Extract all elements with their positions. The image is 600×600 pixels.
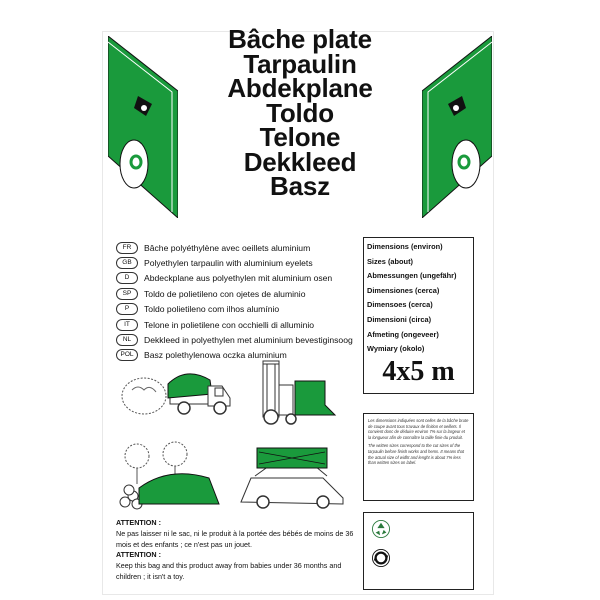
lang-text: Abdeckplane aus polyethylen mit aluminium osen — [144, 273, 333, 284]
lang-row-nl — [116, 332, 361, 347]
size-note-en: The written sizes correspond to the cut sizes of the tarpaulin before finish works and hems. It means that the actual size of widht and lenght is about 7% less than written sizes on label. — [368, 443, 465, 466]
lang-code-badge: D — [116, 272, 138, 284]
lang-row-fr — [116, 240, 361, 255]
dimension-label: Dimensoes (cerca) — [367, 300, 433, 310]
lang-text: Toldo polietileno com ilhos alumínio — [144, 304, 280, 315]
attention-text: Ne pas laisser ni le sac, ni le produit à la portée des bébés de moins de 36 mois et des enfants ; ce n'est pas un jouet. — [116, 528, 354, 549]
title-it: Telone — [259, 122, 341, 152]
lang-text: Toldo de polietileno con ojetes de aluminio — [144, 288, 306, 299]
lang-row-gb — [116, 255, 361, 270]
green-dot-icon — [372, 549, 390, 567]
firewood-cover-illustration — [115, 440, 225, 512]
tarp-size: 4x5 m — [382, 356, 455, 387]
lang-row-p — [116, 302, 361, 317]
title-es: Toldo — [266, 97, 334, 128]
lang-code-badge: FR — [116, 242, 138, 254]
car-roof-rack-illustration — [237, 440, 349, 510]
dimension-label: Dimensions (environ) — [367, 242, 443, 251]
attention-en — [116, 550, 356, 582]
lang-code-badge: P — [116, 303, 138, 315]
lang-text: Dekkleed in polyethylen met aluminium bevestiginsoog — [144, 335, 353, 346]
attention-text: Keep this bag and this product away from babies under 36 months and children ; it isn't a toy. — [116, 560, 342, 581]
dimension-label: Wymiary (okolo) — [367, 344, 425, 354]
lang-code-badge: GB — [116, 257, 138, 269]
lang-code-badge: IT — [116, 319, 138, 331]
attention-fr — [116, 518, 356, 550]
size-note-box — [363, 413, 474, 501]
language-descriptions — [116, 240, 361, 363]
lang-code-badge: POL — [116, 349, 138, 361]
dimension-label: Afmeting (ongeveer) — [367, 329, 439, 339]
dimension-label: Abmessungen (ungefähr) — [367, 271, 457, 281]
forklift-pallet-illustration — [255, 355, 350, 427]
attention-heading: ATTENTION : — [116, 550, 161, 559]
lang-text: Bâche polyéthylène avec oeillets aluminium — [144, 242, 311, 253]
dimension-label: Dimensiones (cerca) — [367, 285, 440, 295]
lang-text: Basz polethylenowa oczka aluminium — [144, 350, 287, 361]
recycle-icon — [372, 520, 390, 538]
lang-code-badge: SP — [116, 288, 138, 300]
title-de: Abdekplane — [227, 73, 373, 103]
attention-heading: ATTENTION : — [116, 518, 161, 527]
dimension-label: Dimensioni (circa) — [367, 314, 432, 324]
title-nl: Dekkleed — [243, 146, 357, 177]
title-en: Tarpaulin — [243, 48, 357, 79]
lang-row-sp — [116, 286, 361, 301]
title-fr: Bâche plate — [228, 24, 372, 54]
tarp-corner-left-illustration — [108, 36, 178, 218]
title-pl: Basz — [270, 171, 330, 201]
lang-row-d — [116, 271, 361, 286]
lang-code-badge: NL — [116, 334, 138, 346]
product-titles — [180, 24, 420, 201]
tarp-corner-right-illustration — [422, 36, 492, 218]
dimension-label: Sizes (about) — [367, 256, 413, 266]
recycling-box — [363, 512, 474, 590]
truck-cover-illustration — [118, 360, 238, 420]
lang-text: Polyethylen tarpaulin with aluminium eyelets — [144, 258, 313, 269]
dimensions-box — [363, 237, 474, 394]
size-note-fr: Les dimensions indiquées sont celles de la bâche brute de coupe avant tous travaux de finition et oeillets. Il convient donc de déduire environ 7% sur la largeur et la longueur afin de connaître la taille finie du produit. — [368, 418, 469, 440]
lang-text: Telone in polietilene con occhielli di alluminio — [144, 319, 315, 330]
lang-row-it — [116, 317, 361, 332]
